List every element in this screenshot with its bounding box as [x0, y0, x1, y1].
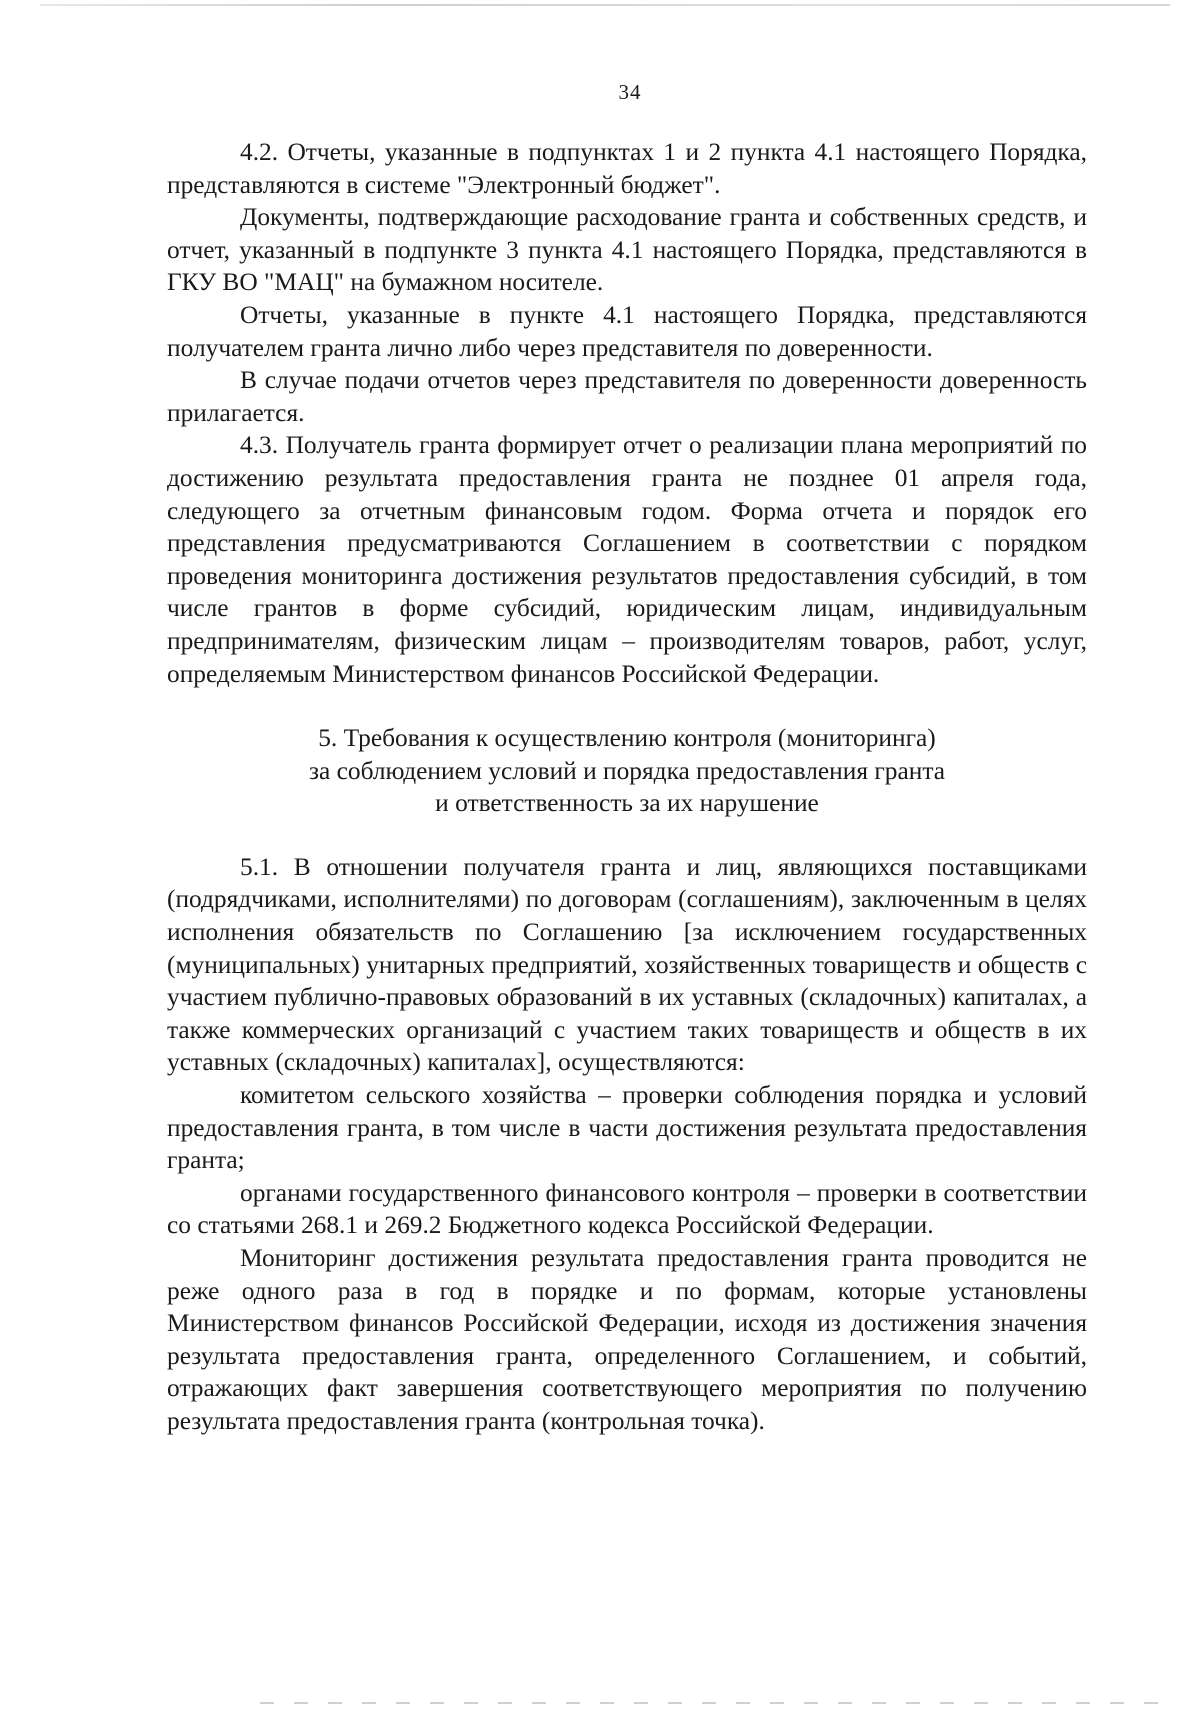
paragraph-4-2: 4.2. Отчеты, указанные в подпунктах 1 и 2 пункта 4.1 настоящего Порядка, представляются в системе "Электронный бюджет". — [167, 138, 1087, 199]
paragraph-5-1: 5.1. В отношении получателя гранта и лиц, являющихся поставщиками (подрядчиками, исполнителями) по договорам (соглашениям), заключенным в целях исполнения обязательств по Соглашению [за исключением государственных (муниципальных) унитарных предприятий, хозяйственных товариществ и обществ с участием публично-правовых образований в их уставных (складочных) капиталах, а также коммерческих организаций с участием таких товариществ и обществ в их уставных (складочных) капиталах], осуществляются: — [167, 852, 1087, 1077]
section-5-heading — [167, 722, 1087, 820]
paragraph-agriculture-committee: комитетом сельского хозяйства – проверки соблюдения порядка и условий предоставления гранта, в том числе в части достижения результата предоставления гранта; — [167, 1081, 1087, 1175]
page-number: 34 — [618, 80, 642, 104]
paragraph-reports-delivery: Отчеты, указанные в пункте 4.1 настоящего Порядка, представляются получателем гранта лично либо через представителя по доверенности. — [167, 300, 1087, 362]
section-5-heading-line-3: и ответственность за их нарушение — [435, 789, 819, 818]
paragraph-power-of-attorney: В случае подачи отчетов через представителя по доверенности доверенность прилагается. — [167, 366, 1087, 427]
scan-top-edge — [40, 4, 1170, 6]
paragraph-financial-control: органами государственного финансового контроля – проверки в соответствии со статьями 268.1 и 269.2 Бюджетного кодекса Российской Федерации. — [167, 1178, 1087, 1240]
paragraph-documents: Документы, подтверждающие расходование гранта и собственных средств, и отчет, указанный в подпункте 3 пункта 4.1 настоящего Порядка, представляются в ГКУ ВО "МАЦ" на бумажном носителе. — [167, 203, 1087, 297]
paragraph-4-3: 4.3. Получатель гранта формирует отчет о реализации плана мероприятий по достижению результата предоставления гранта не позднее 01 апреля года, следующего за отчетным финансовым годом. Форма отчета и порядок его представления предусматриваются Соглашением в соответствии с порядком проведения мониторинга достижения результатов предоставления субсидий, в том числе грантов в форме субсидий, юридическим лицам, индивидуальным предпринимателям, физическим лицам – производителям товаров, работ, услуг, определяемым Министерством финансов Российской Федерации. — [167, 431, 1087, 688]
paragraph-monitoring: Мониторинг достижения результата предоставления гранта проводится не реже одного раза в год в порядке и по формам, которые установлены Министерством финансов Российской Федерации, исходя из достижения значения результата предоставления гранта, определенного Соглашением, и событий, отражающих факт завершения соответствующего мероприятия по получению результата предоставления гранта (контрольная точка). — [167, 1244, 1087, 1435]
section-5-heading-line-2: за соблюдением условий и порядка предоставления гранта — [308, 756, 946, 785]
section-5-heading-line-1: 5. Требования к осуществлению контроля (мониторинга) — [318, 724, 936, 753]
document-body — [167, 136, 1087, 1438]
scan-bottom-edge — [260, 1702, 1160, 1704]
